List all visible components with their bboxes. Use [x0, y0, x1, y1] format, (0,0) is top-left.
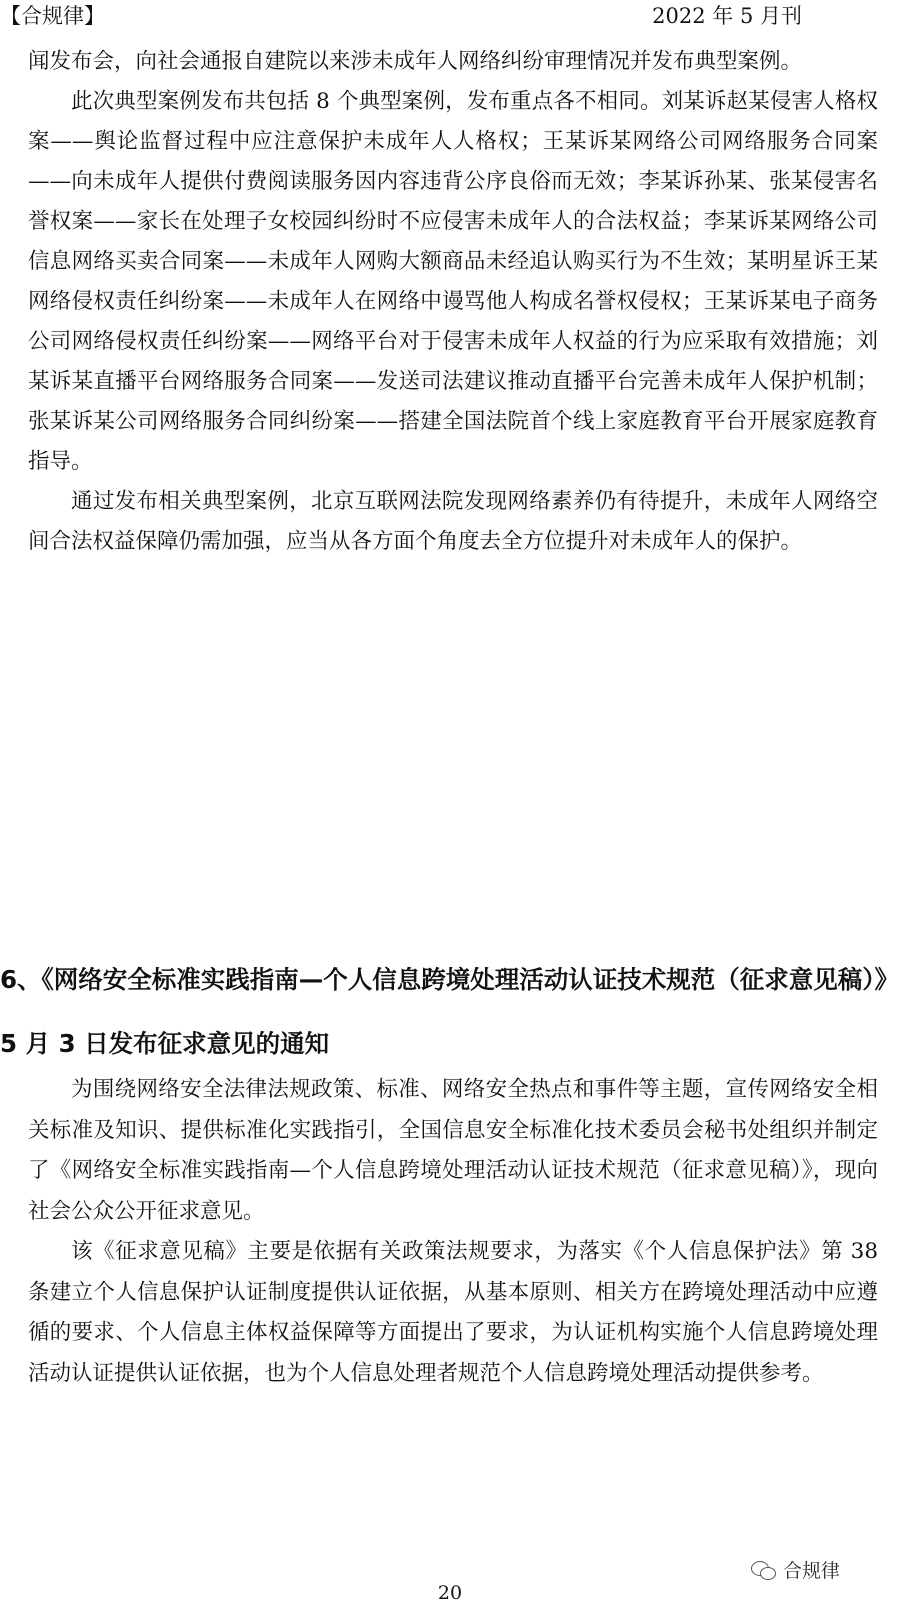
watermark-label: 合规律	[782, 1560, 840, 1582]
publication-name: 【合规律】	[0, 4, 105, 28]
paragraph-basis: 该《征求意见稿》主要是依据有关政策法规要求，为落实《个人信息保护法》第 38 条建立个人信息保护认证制度提供认证依据，从基本原则、相关方在跨境处理活动中应遵循的要求、个人信息主体权益保障等方面提出了要求，为认证机构实施个人信息跨境处理活动认证提供认证依据，也为个人信息处理者规范个人信息跨境处理活动提供参考。	[28, 1239, 878, 1386]
paragraph-conclusion: 通过发布相关典型案例，北京互联网法院发现网络素养仍有待提升，未成年人网络空间合法权益保障仍需加强，应当从各方面个角度去全方位提升对未成年人的保护。	[28, 489, 878, 554]
paragraph-purpose: 为围绕网络安全法律法规政策、标准、网络安全热点和事件等主题，宣传网络安全相关标准及知识、提供标准化实践指引，全国信息安全标准化技术委员会秘书处组织并制定了《网络安全标准实践指南—个人信息跨境处理活动认证技术规范（征求意见稿）》，现向社会公众公开征求意见。	[28, 1077, 878, 1224]
section-top-body	[28, 42, 878, 562]
wechat-icon	[751, 1560, 777, 1580]
section-6-body	[28, 1070, 878, 1394]
issue-date: 2022 年 5 月刊	[652, 4, 802, 28]
watermark	[751, 1556, 840, 1583]
running-header	[0, 2, 900, 32]
section-heading: 6、《网络安全标准实践指南—个人信息跨境处理活动认证技术规范（征求意见稿）》5 月 3 日发布征求意见的通知	[0, 965, 887, 1058]
paragraph-typical-cases: 此次典型案例发布共包括 8 个典型案例，发布重点各不相同。刘某诉赵某侵害人格权案——舆论监督过程中应注意保护未成年人人格权；王某诉某网络公司网络服务合同案——向未成年人提供付费阅读服务因内容违背公序良俗而无效；李某诉孙某、张某侵害名誉权案——家长在处理子女校园纠纷时不应侵害未成年人的合法权益；李某诉某网络公司信息网络买卖合同案——未成年人网购大额商品未经追认购买行为不生效；某明星诉王某网络侵权责任纠纷案——未成年人在网络中谩骂他人构成名誉权侵权；王某诉某电子商务公司网络侵权责任纠纷案——网络平台对于侵害未成年人权益的行为应采取有效措施；刘某诉某直播平台网络服务合同案——发送司法建议推动直播平台完善未成年人保护机制；张某诉某公司网络服务合同纠纷案——搭建全国法院首个线上家庭教育平台开展家庭教育指导。	[28, 89, 878, 474]
paragraph-continued: 闻发布会，向社会通报自建院以来涉未成年人网络纠纷审理情况并发布典型案例。	[28, 49, 803, 74]
page-number: 20	[437, 1582, 463, 1604]
